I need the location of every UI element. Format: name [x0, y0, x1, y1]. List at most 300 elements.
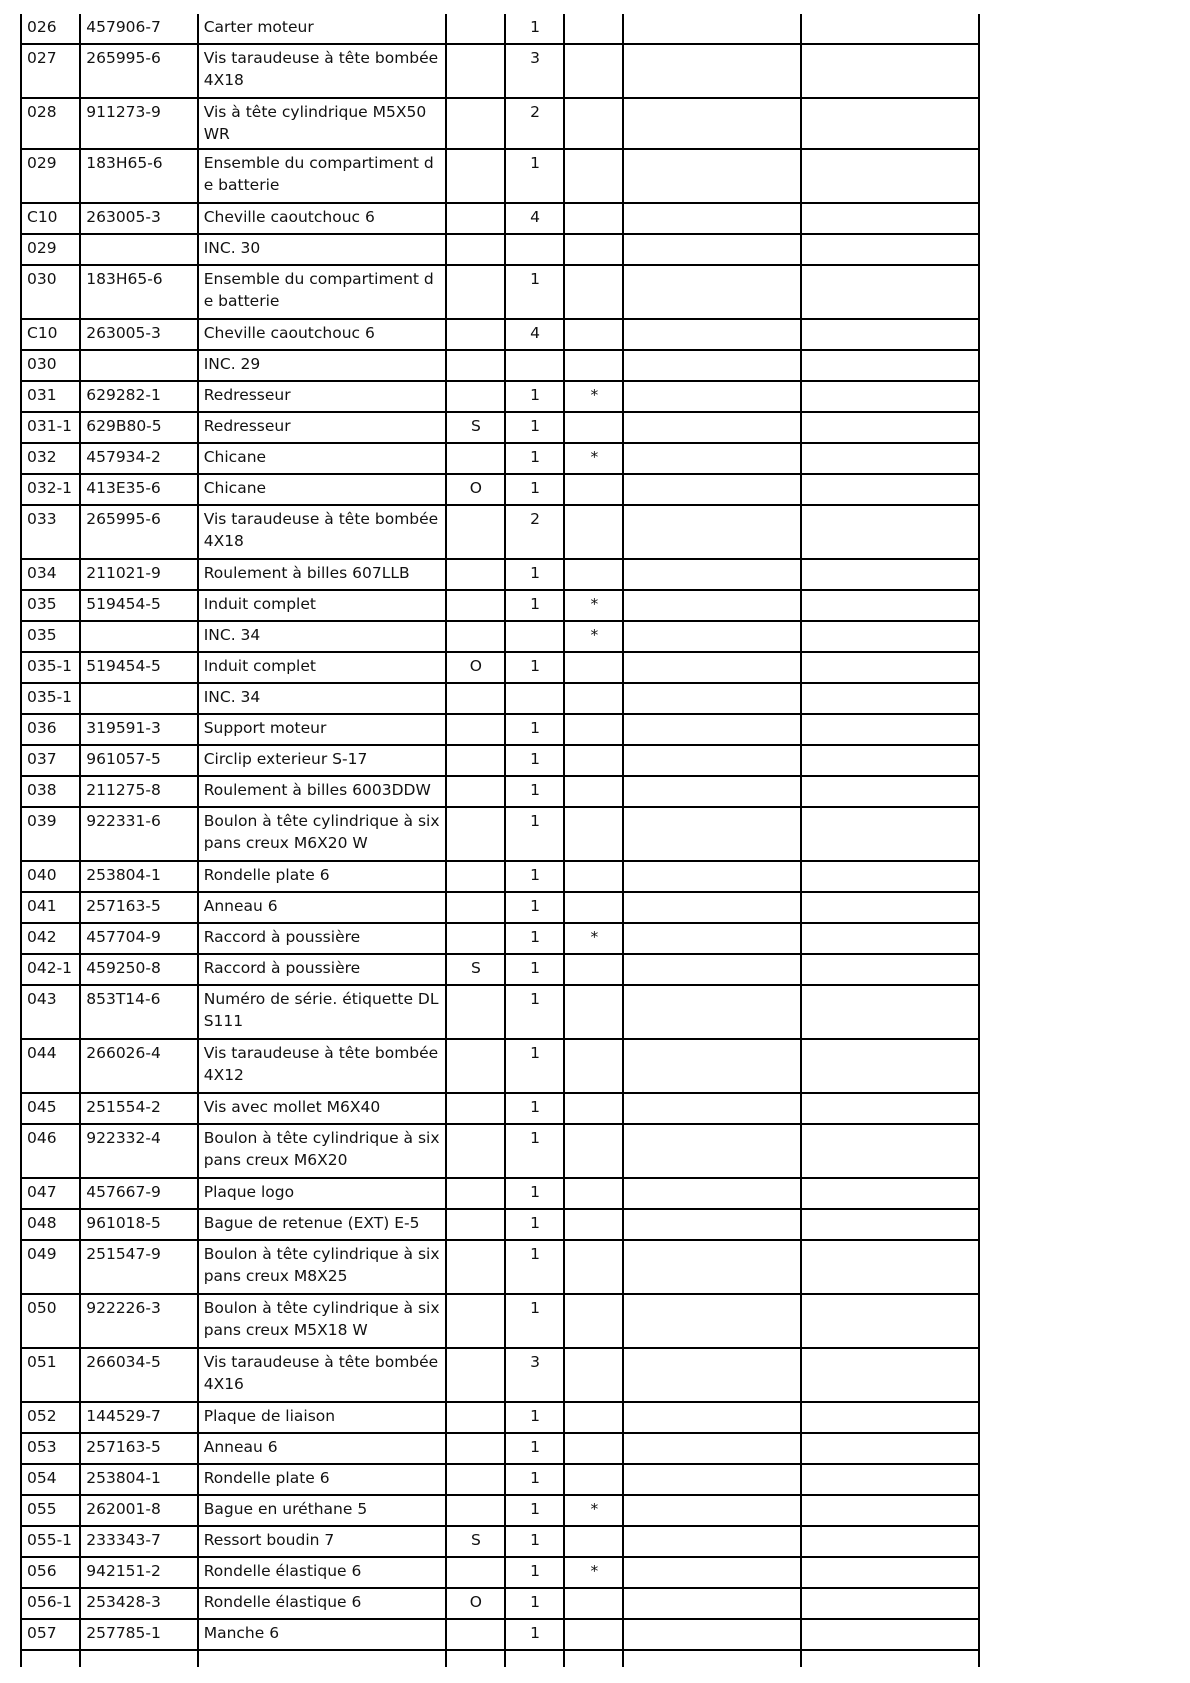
description-cell: Manche 6 — [198, 1619, 446, 1650]
item-number-cell: 047 — [21, 1178, 80, 1209]
blank-cell — [623, 350, 801, 381]
table-row — [21, 234, 979, 265]
quantity-cell: 1 — [505, 443, 564, 474]
table-row — [21, 1039, 979, 1093]
description-cell: Raccord à poussière — [198, 923, 446, 954]
flag-cell — [564, 1039, 623, 1093]
quantity-cell — [505, 350, 564, 381]
table-row — [21, 350, 979, 381]
part-number-cell: 942151-2 — [80, 1557, 197, 1588]
note-cell — [446, 1619, 505, 1650]
part-number-cell: 629282-1 — [80, 381, 197, 412]
description-cell: Ensemble du compartiment de batterie — [198, 149, 446, 203]
flag-cell — [564, 44, 623, 98]
item-number-cell: 031-1 — [21, 412, 80, 443]
description-cell: Plaque logo — [198, 1178, 446, 1209]
description-cell: Bague de retenue (EXT) E-5 — [198, 1209, 446, 1240]
part-number-cell: 251554-2 — [80, 1093, 197, 1124]
note-cell — [446, 14, 505, 44]
blank-cell — [623, 807, 801, 861]
blank-cell — [801, 652, 979, 683]
item-number-cell: 057 — [21, 1619, 80, 1650]
flag-cell: * — [564, 1495, 623, 1526]
description-cell: Boulon à tête cylindrique à six pans creux M5X18 W — [198, 1294, 446, 1348]
note-cell — [446, 44, 505, 98]
blank-cell — [623, 98, 801, 149]
part-number-cell: 253804-1 — [80, 1464, 197, 1495]
description-cell: Cheville caoutchouc 6 — [198, 203, 446, 234]
blank-cell — [801, 1209, 979, 1240]
blank-cell — [623, 954, 801, 985]
table-row — [21, 621, 979, 652]
part-number-cell: 253428-3 — [80, 1588, 197, 1619]
note-cell — [446, 149, 505, 203]
blank-cell — [801, 621, 979, 652]
description-cell — [198, 1650, 446, 1667]
description-cell: Chicane — [198, 474, 446, 505]
description-cell: Chicane — [198, 443, 446, 474]
item-number-cell: 027 — [21, 44, 80, 98]
description-cell: INC. 34 — [198, 683, 446, 714]
part-number-cell: 233343-7 — [80, 1526, 197, 1557]
part-number-cell: 457667-9 — [80, 1178, 197, 1209]
blank-cell — [801, 1348, 979, 1402]
quantity-cell: 4 — [505, 203, 564, 234]
note-cell — [446, 1348, 505, 1402]
part-number-cell: 922331-6 — [80, 807, 197, 861]
part-number-cell: 629B80-5 — [80, 412, 197, 443]
note-cell — [446, 1433, 505, 1464]
table-row — [21, 1209, 979, 1240]
description-cell: Boulon à tête cylindrique à six pans creux M8X25 — [198, 1240, 446, 1294]
item-number-cell: 035-1 — [21, 683, 80, 714]
item-number-cell: 048 — [21, 1209, 80, 1240]
note-cell: O — [446, 474, 505, 505]
flag-cell — [564, 776, 623, 807]
blank-cell — [623, 234, 801, 265]
blank-cell — [623, 443, 801, 474]
description-cell: INC. 30 — [198, 234, 446, 265]
quantity-cell: 2 — [505, 505, 564, 559]
note-cell — [446, 1557, 505, 1588]
part-number-cell: 457704-9 — [80, 923, 197, 954]
flag-cell — [564, 1209, 623, 1240]
item-number-cell: 054 — [21, 1464, 80, 1495]
blank-cell — [623, 319, 801, 350]
description-cell: Vis taraudeuse à tête bombée 4X12 — [198, 1039, 446, 1093]
description-cell: Rondelle élastique 6 — [198, 1557, 446, 1588]
note-cell — [446, 1039, 505, 1093]
note-cell — [446, 1178, 505, 1209]
part-number-cell: 144529-7 — [80, 1402, 197, 1433]
note-cell — [446, 1209, 505, 1240]
item-number-cell: 035-1 — [21, 652, 80, 683]
item-number-cell: 040 — [21, 861, 80, 892]
item-number-cell: 030 — [21, 350, 80, 381]
flag-cell — [564, 861, 623, 892]
blank-cell — [801, 923, 979, 954]
table-row — [21, 1294, 979, 1348]
item-number-cell: 051 — [21, 1348, 80, 1402]
part-number-cell: 911273-9 — [80, 98, 197, 149]
flag-cell — [564, 505, 623, 559]
note-cell — [446, 683, 505, 714]
table-row — [21, 985, 979, 1039]
quantity-cell: 2 — [505, 98, 564, 149]
description-cell: Numéro de série. étiquette DLS111 — [198, 985, 446, 1039]
table-row — [21, 505, 979, 559]
flag-cell: * — [564, 443, 623, 474]
note-cell — [446, 1402, 505, 1433]
quantity-cell: 1 — [505, 1526, 564, 1557]
flag-cell — [564, 1402, 623, 1433]
part-number-cell: 253804-1 — [80, 861, 197, 892]
quantity-cell: 3 — [505, 44, 564, 98]
note-cell — [446, 590, 505, 621]
blank-cell — [801, 1557, 979, 1588]
quantity-cell: 1 — [505, 1619, 564, 1650]
description-cell: Plaque de liaison — [198, 1402, 446, 1433]
note-cell — [446, 714, 505, 745]
table-row-continued — [21, 1650, 979, 1667]
quantity-cell: 1 — [505, 1557, 564, 1588]
part-number-cell: 457906-7 — [80, 14, 197, 44]
item-number-cell: 038 — [21, 776, 80, 807]
quantity-cell: 1 — [505, 1433, 564, 1464]
blank-cell — [623, 1650, 801, 1667]
note-cell — [446, 621, 505, 652]
quantity-cell: 1 — [505, 1495, 564, 1526]
part-number-cell: 263005-3 — [80, 319, 197, 350]
blank-cell — [801, 98, 979, 149]
note-cell — [446, 807, 505, 861]
item-number-cell: 052 — [21, 1402, 80, 1433]
quantity-cell: 1 — [505, 954, 564, 985]
table-row — [21, 714, 979, 745]
quantity-cell: 1 — [505, 1209, 564, 1240]
blank-cell — [801, 14, 979, 44]
part-number-cell: 319591-3 — [80, 714, 197, 745]
flag-cell — [564, 474, 623, 505]
item-number-cell: 029 — [21, 234, 80, 265]
part-number-cell: 211021-9 — [80, 559, 197, 590]
note-cell — [446, 1294, 505, 1348]
blank-cell — [623, 621, 801, 652]
note-cell — [446, 559, 505, 590]
flag-cell — [564, 807, 623, 861]
quantity-cell: 1 — [505, 714, 564, 745]
blank-cell — [801, 1240, 979, 1294]
part-number-cell — [80, 234, 197, 265]
description-cell: INC. 29 — [198, 350, 446, 381]
item-number-cell: 055-1 — [21, 1526, 80, 1557]
description-cell: Vis taraudeuse à tête bombée 4X18 — [198, 44, 446, 98]
note-cell: O — [446, 652, 505, 683]
description-cell: Circlip exterieur S-17 — [198, 745, 446, 776]
note-cell — [446, 203, 505, 234]
description-cell: INC. 34 — [198, 621, 446, 652]
part-number-cell — [80, 350, 197, 381]
quantity-cell: 1 — [505, 745, 564, 776]
description-cell: Carter moteur — [198, 14, 446, 44]
blank-cell — [623, 381, 801, 412]
note-cell — [446, 1240, 505, 1294]
blank-cell — [623, 1402, 801, 1433]
quantity-cell: 1 — [505, 1588, 564, 1619]
note-cell — [446, 265, 505, 319]
flag-cell — [564, 652, 623, 683]
quantity-cell: 1 — [505, 923, 564, 954]
table-row — [21, 1526, 979, 1557]
part-number-cell: 922332-4 — [80, 1124, 197, 1178]
description-cell: Ensemble du compartiment de batterie — [198, 265, 446, 319]
flag-cell: * — [564, 590, 623, 621]
blank-cell — [623, 412, 801, 443]
item-number-cell: 035 — [21, 621, 80, 652]
flag-cell: * — [564, 621, 623, 652]
item-number-cell: 044 — [21, 1039, 80, 1093]
flag-cell — [564, 1093, 623, 1124]
description-cell: Bague en uréthane 5 — [198, 1495, 446, 1526]
item-number-cell: 034 — [21, 559, 80, 590]
part-number-cell: 265995-6 — [80, 505, 197, 559]
part-number-cell: 211275-8 — [80, 776, 197, 807]
blank-cell — [801, 1650, 979, 1667]
blank-cell — [801, 683, 979, 714]
note-cell: S — [446, 412, 505, 443]
description-cell: Rondelle élastique 6 — [198, 1588, 446, 1619]
table-row — [21, 1464, 979, 1495]
note-cell — [446, 1093, 505, 1124]
flag-cell — [564, 412, 623, 443]
flag-cell — [564, 683, 623, 714]
flag-cell — [564, 1588, 623, 1619]
blank-cell — [623, 745, 801, 776]
description-cell: Boulon à tête cylindrique à six pans creux M6X20 — [198, 1124, 446, 1178]
note-cell — [446, 776, 505, 807]
item-number-cell: 033 — [21, 505, 80, 559]
blank-cell — [801, 776, 979, 807]
quantity-cell: 1 — [505, 559, 564, 590]
item-number-cell: 037 — [21, 745, 80, 776]
flag-cell — [564, 1240, 623, 1294]
note-cell — [446, 350, 505, 381]
description-cell: Induit complet — [198, 652, 446, 683]
item-number-cell: 049 — [21, 1240, 80, 1294]
table-row — [21, 559, 979, 590]
quantity-cell: 1 — [505, 14, 564, 44]
quantity-cell — [505, 1650, 564, 1667]
item-number-cell: 042-1 — [21, 954, 80, 985]
flag-cell — [564, 1464, 623, 1495]
part-number-cell: 266034-5 — [80, 1348, 197, 1402]
part-number-cell — [80, 683, 197, 714]
description-cell: Induit complet — [198, 590, 446, 621]
quantity-cell — [505, 621, 564, 652]
table-row — [21, 443, 979, 474]
blank-cell — [623, 14, 801, 44]
blank-cell — [801, 1178, 979, 1209]
description-cell: Anneau 6 — [198, 1433, 446, 1464]
note-cell: O — [446, 1588, 505, 1619]
part-number-cell: 413E35-6 — [80, 474, 197, 505]
blank-cell — [623, 559, 801, 590]
quantity-cell — [505, 234, 564, 265]
blank-cell — [801, 1402, 979, 1433]
quantity-cell: 1 — [505, 652, 564, 683]
quantity-cell: 1 — [505, 861, 564, 892]
description-cell: Vis taraudeuse à tête bombée 4X16 — [198, 1348, 446, 1402]
blank-cell — [623, 1178, 801, 1209]
blank-cell — [623, 923, 801, 954]
blank-cell — [801, 807, 979, 861]
quantity-cell: 1 — [505, 1294, 564, 1348]
item-number-cell: 045 — [21, 1093, 80, 1124]
item-number-cell: 042 — [21, 923, 80, 954]
table-row — [21, 1433, 979, 1464]
item-number-cell: 041 — [21, 892, 80, 923]
description-cell: Vis à tête cylindrique M5X50 WR — [198, 98, 446, 149]
flag-cell — [564, 319, 623, 350]
table-row — [21, 203, 979, 234]
flag-cell: * — [564, 923, 623, 954]
blank-cell — [623, 985, 801, 1039]
table-row — [21, 44, 979, 98]
description-cell: Cheville caoutchouc 6 — [198, 319, 446, 350]
blank-cell — [623, 505, 801, 559]
table-row — [21, 683, 979, 714]
description-cell: Support moteur — [198, 714, 446, 745]
flag-cell — [564, 350, 623, 381]
table-row — [21, 1557, 979, 1588]
quantity-cell: 1 — [505, 1240, 564, 1294]
part-number-cell: 519454-5 — [80, 652, 197, 683]
blank-cell — [623, 861, 801, 892]
blank-cell — [801, 714, 979, 745]
part-number-cell: 519454-5 — [80, 590, 197, 621]
description-cell: Rondelle plate 6 — [198, 861, 446, 892]
table-row — [21, 474, 979, 505]
blank-cell — [801, 985, 979, 1039]
note-cell — [446, 892, 505, 923]
quantity-cell: 1 — [505, 1039, 564, 1093]
quantity-cell: 1 — [505, 590, 564, 621]
description-cell: Roulement à billes 607LLB — [198, 559, 446, 590]
table-row — [21, 1402, 979, 1433]
table-row — [21, 1588, 979, 1619]
blank-cell — [801, 954, 979, 985]
blank-cell — [623, 44, 801, 98]
quantity-cell: 1 — [505, 1402, 564, 1433]
blank-cell — [623, 1619, 801, 1650]
quantity-cell: 1 — [505, 776, 564, 807]
item-number-cell: 039 — [21, 807, 80, 861]
flag-cell — [564, 1178, 623, 1209]
quantity-cell: 1 — [505, 1464, 564, 1495]
part-number-cell: 961018-5 — [80, 1209, 197, 1240]
blank-cell — [623, 474, 801, 505]
note-cell — [446, 745, 505, 776]
blank-cell — [801, 1464, 979, 1495]
quantity-cell: 4 — [505, 319, 564, 350]
note-cell — [446, 1124, 505, 1178]
part-number-cell: 262001-8 — [80, 1495, 197, 1526]
description-cell: Raccord à poussière — [198, 954, 446, 985]
table-row — [21, 1240, 979, 1294]
blank-cell — [623, 1294, 801, 1348]
part-number-cell: 266026-4 — [80, 1039, 197, 1093]
flag-cell — [564, 234, 623, 265]
blank-cell — [623, 1240, 801, 1294]
part-number-cell — [80, 621, 197, 652]
blank-cell — [623, 652, 801, 683]
flag-cell — [564, 745, 623, 776]
blank-cell — [623, 203, 801, 234]
flag-cell — [564, 714, 623, 745]
item-number-cell: 036 — [21, 714, 80, 745]
table-row — [21, 381, 979, 412]
description-cell: Redresseur — [198, 381, 446, 412]
parts-table-body — [21, 14, 979, 1667]
table-row — [21, 1093, 979, 1124]
blank-cell — [801, 1294, 979, 1348]
table-row — [21, 954, 979, 985]
item-number-cell: C10 — [21, 203, 80, 234]
part-number-cell: 183H65-6 — [80, 149, 197, 203]
item-number-cell: 031 — [21, 381, 80, 412]
flag-cell — [564, 892, 623, 923]
quantity-cell: 1 — [505, 892, 564, 923]
description-cell: Redresseur — [198, 412, 446, 443]
item-number-cell: 055 — [21, 1495, 80, 1526]
flag-cell — [564, 98, 623, 149]
note-cell — [446, 234, 505, 265]
description-cell: Roulement à billes 6003DDW — [198, 776, 446, 807]
flag-cell — [564, 1294, 623, 1348]
blank-cell — [623, 1124, 801, 1178]
table-row — [21, 412, 979, 443]
table-row — [21, 861, 979, 892]
quantity-cell: 1 — [505, 1124, 564, 1178]
blank-cell — [623, 1495, 801, 1526]
blank-cell — [623, 1526, 801, 1557]
note-cell — [446, 1495, 505, 1526]
part-number-cell — [80, 1650, 197, 1667]
flag-cell — [564, 954, 623, 985]
item-number-cell: 028 — [21, 98, 80, 149]
description-cell: Anneau 6 — [198, 892, 446, 923]
blank-cell — [623, 1588, 801, 1619]
item-number-cell: 032-1 — [21, 474, 80, 505]
table-row — [21, 807, 979, 861]
table-row — [21, 14, 979, 44]
quantity-cell: 1 — [505, 807, 564, 861]
blank-cell — [801, 559, 979, 590]
item-number-cell: 046 — [21, 1124, 80, 1178]
table-row — [21, 149, 979, 203]
blank-cell — [801, 590, 979, 621]
item-number-cell: C10 — [21, 319, 80, 350]
blank-cell — [801, 505, 979, 559]
note-cell: S — [446, 1526, 505, 1557]
part-number-cell: 922226-3 — [80, 1294, 197, 1348]
quantity-cell: 1 — [505, 985, 564, 1039]
part-number-cell: 961057-5 — [80, 745, 197, 776]
quantity-cell: 1 — [505, 265, 564, 319]
part-number-cell: 457934-2 — [80, 443, 197, 474]
item-number-cell: 030 — [21, 265, 80, 319]
item-number-cell: 029 — [21, 149, 80, 203]
